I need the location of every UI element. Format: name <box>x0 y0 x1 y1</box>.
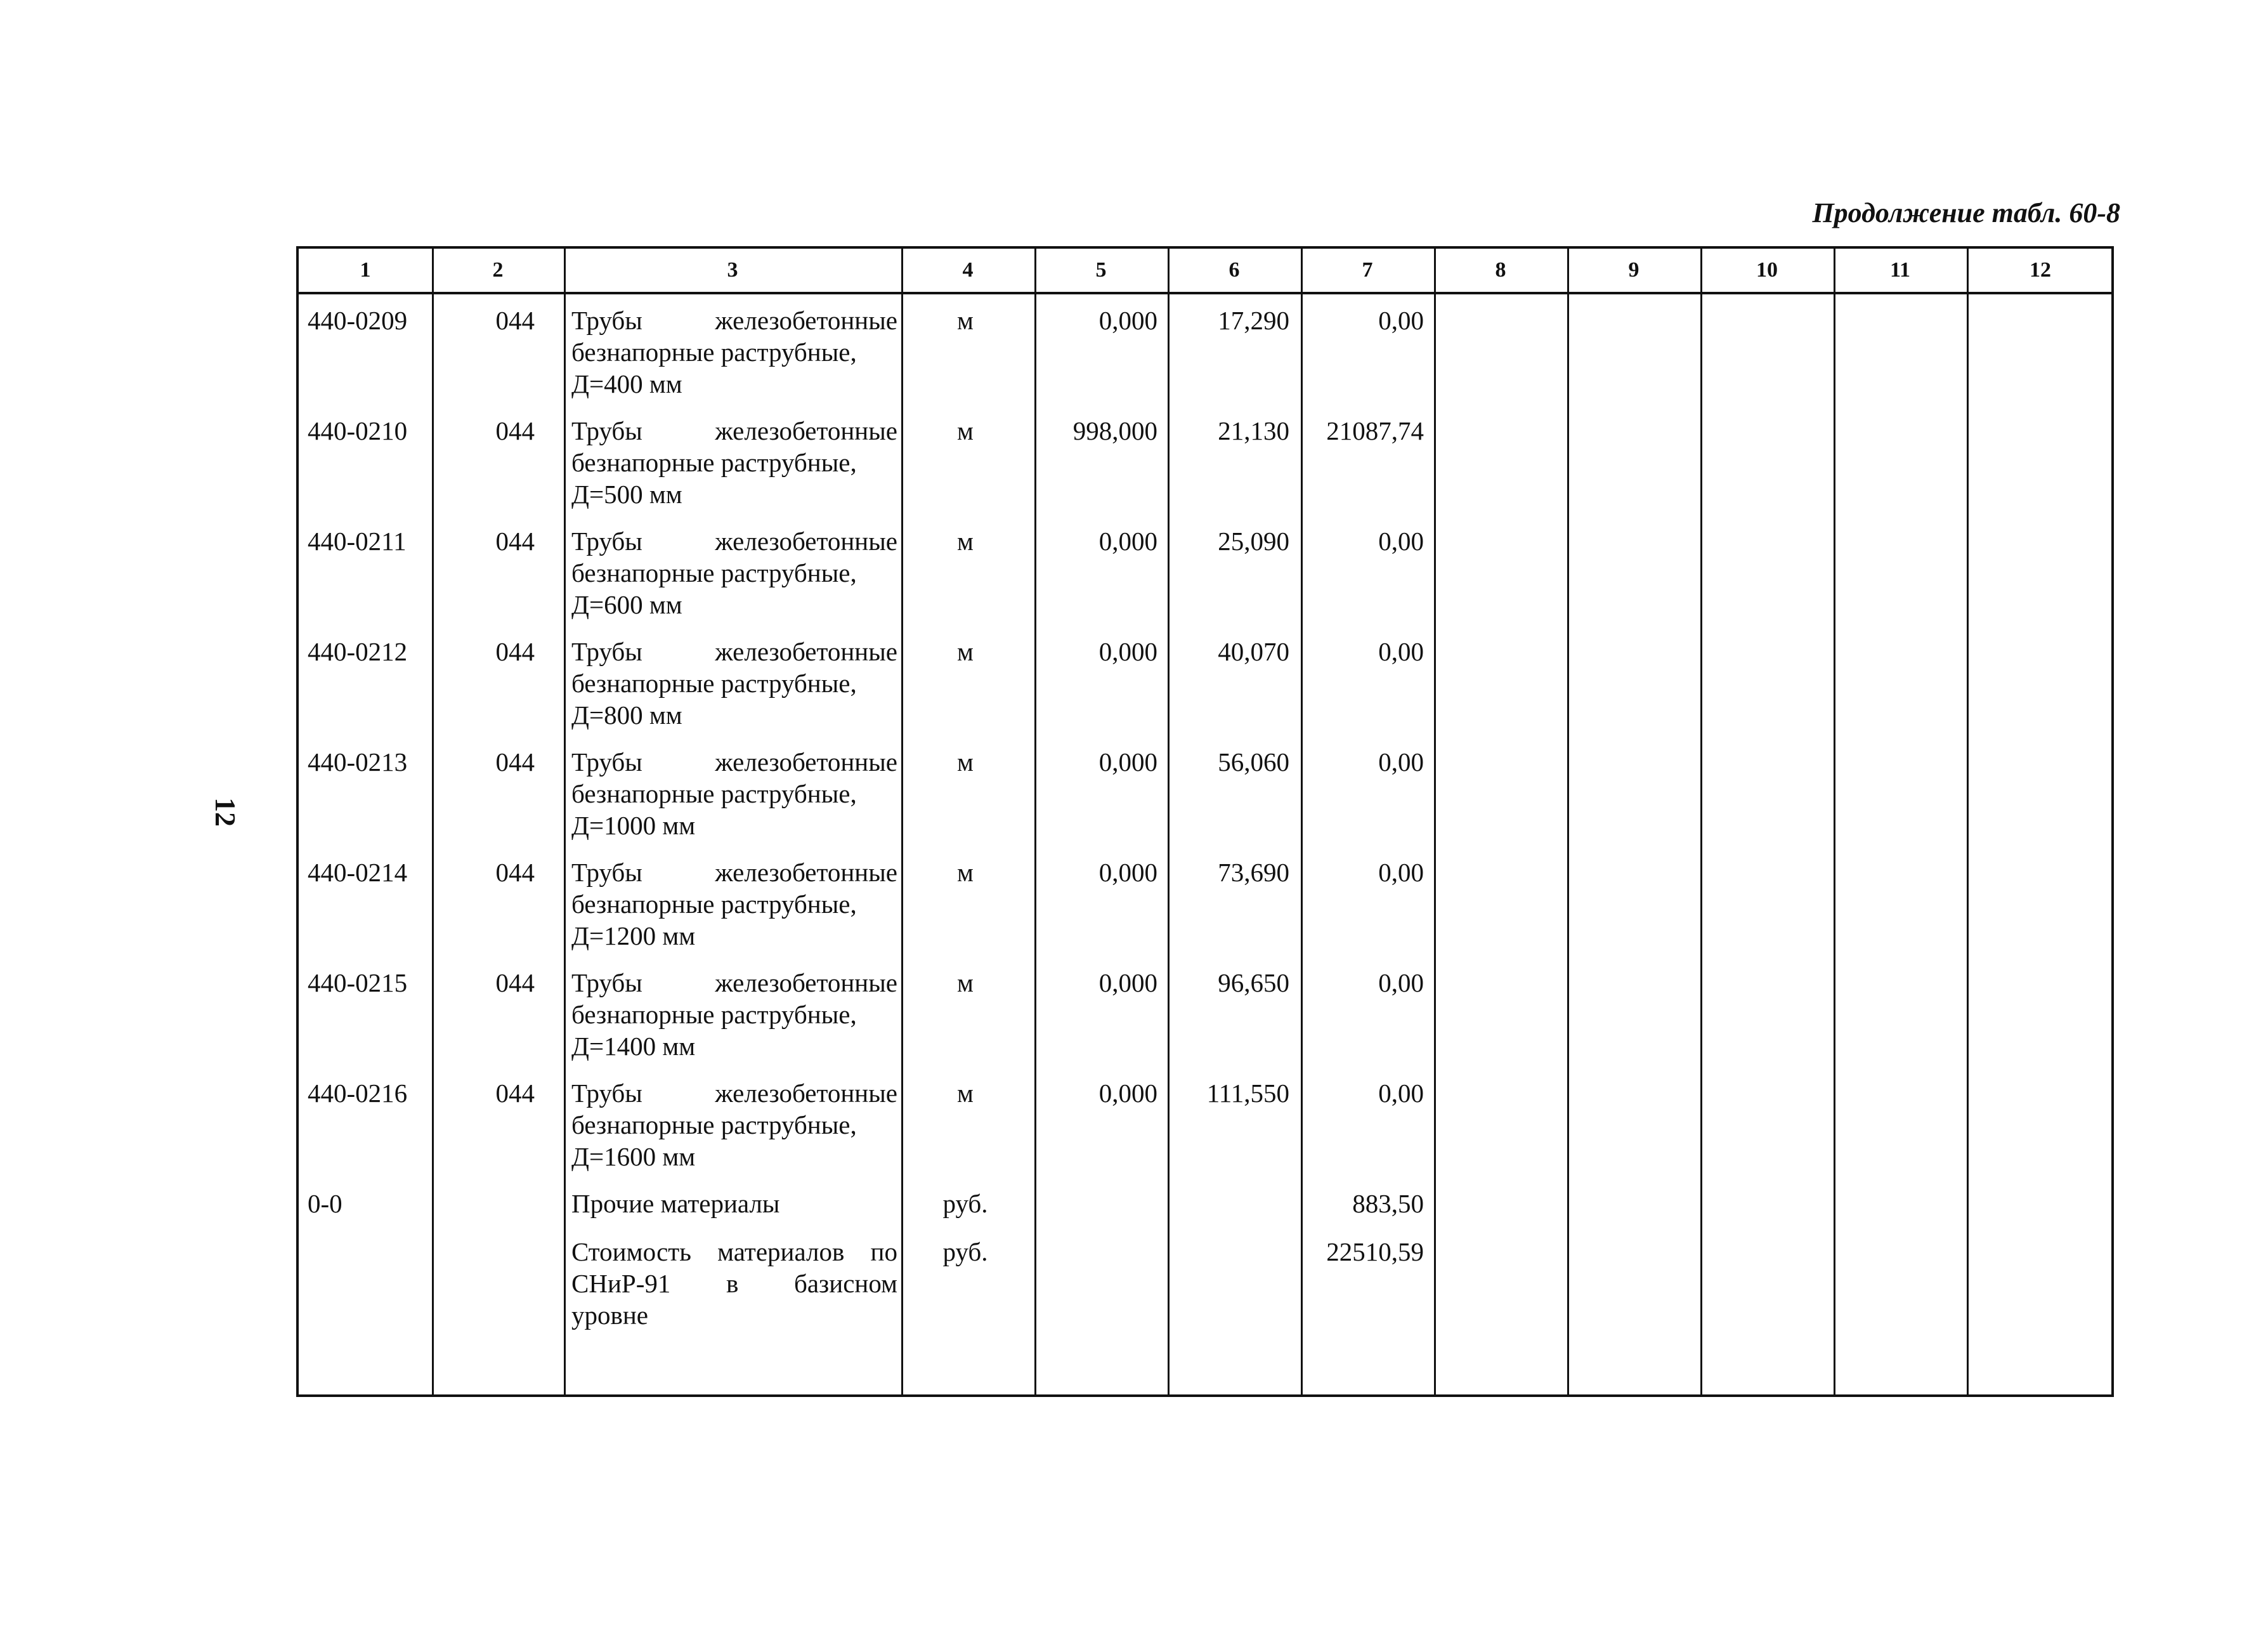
material-name-line: Стоимость материалов по <box>571 1237 897 1266</box>
unit-price: 40,070 <box>1218 637 1289 666</box>
material-name-line: Д=1400 мм <box>571 1032 696 1061</box>
material-name <box>571 415 897 510</box>
material-name-line: Трубы железобетонные <box>571 747 897 777</box>
column-header: 8 <box>1495 258 1506 282</box>
material-name <box>571 636 897 731</box>
table-row <box>299 520 2111 628</box>
unit-price: 56,060 <box>1218 747 1289 777</box>
material-name-line: Прочие материалы <box>571 1189 780 1218</box>
table-row <box>299 851 2111 959</box>
column-header: 9 <box>1628 258 1639 282</box>
material-name-line: уровне <box>571 1301 648 1330</box>
column-header: 4 <box>962 258 974 282</box>
group-code: 044 <box>495 968 535 997</box>
material-name-line: СНиР-91 в базисном <box>571 1269 897 1298</box>
column-header: 11 <box>1889 258 1911 282</box>
table-row <box>299 410 2111 518</box>
unit: руб. <box>942 1189 988 1218</box>
column-header: 5 <box>1095 258 1107 282</box>
material-name-line: Трубы железобетонные <box>571 858 897 887</box>
material-name-line: Трубы железобетонные <box>571 527 897 556</box>
group-code: 044 <box>495 637 535 666</box>
material-name-line: безнапорные раструбные, <box>571 1000 857 1029</box>
column-header: 12 <box>2030 258 2051 282</box>
material-code: 440-0211 <box>308 527 407 556</box>
total-cost: 0,00 <box>1378 306 1424 335</box>
total-cost: 0,00 <box>1378 968 1424 997</box>
unit-price: 96,650 <box>1218 968 1289 997</box>
quantity: 0,000 <box>1098 968 1157 997</box>
group-code: 044 <box>495 416 535 445</box>
header-divider <box>299 292 2111 294</box>
material-name-line: Д=800 мм <box>571 700 682 730</box>
unit-price: 17,290 <box>1218 306 1289 335</box>
material-name-line: безнапорные раструбные, <box>571 338 857 367</box>
quantity: 0,000 <box>1098 858 1157 887</box>
quantity: 0,000 <box>1098 306 1157 335</box>
page-number: 12 <box>209 797 242 827</box>
material-name-line: Трубы железобетонные <box>571 1079 897 1108</box>
total-cost: 0,00 <box>1378 527 1424 556</box>
unit: м <box>957 306 974 335</box>
material-code: 440-0216 <box>308 1079 408 1108</box>
material-code: 440-0214 <box>308 858 408 887</box>
material-name-line: безнапорные раструбные, <box>571 889 857 919</box>
materials-table <box>296 246 2114 1397</box>
material-name <box>571 967 897 1062</box>
material-name <box>571 1188 897 1219</box>
unit: м <box>957 1079 974 1108</box>
material-name <box>571 1077 897 1172</box>
column-header: 10 <box>1756 258 1778 282</box>
total-cost: 0,00 <box>1378 1079 1424 1108</box>
total-cost: 0,00 <box>1378 747 1424 777</box>
unit: м <box>957 747 974 777</box>
material-name-line: безнапорные раструбные, <box>571 669 857 698</box>
unit: м <box>957 968 974 997</box>
column-header: 6 <box>1228 258 1240 282</box>
column-header: 1 <box>360 258 371 282</box>
total-cost: 0,00 <box>1378 637 1424 666</box>
material-name <box>571 305 897 400</box>
unit-price: 73,690 <box>1218 858 1289 887</box>
column-header: 7 <box>1362 258 1373 282</box>
material-name-line: Д=1200 мм <box>571 921 696 950</box>
material-name-line: Д=1000 мм <box>571 811 696 840</box>
table-row-other-materials <box>299 1183 2111 1230</box>
material-code: 440-0209 <box>308 306 408 335</box>
group-code: 044 <box>495 1079 535 1108</box>
column-header: 3 <box>727 258 738 282</box>
table-continuation-caption: Продолжение табл. 60-8 <box>1812 197 2120 228</box>
material-name-line: безнапорные раструбные, <box>571 448 857 477</box>
material-code: 440-0210 <box>308 416 408 445</box>
total-cost: 883,50 <box>1352 1189 1424 1218</box>
material-name-line: Трубы железобетонные <box>571 637 897 666</box>
material-name-line: Трубы железобетонные <box>571 968 897 997</box>
material-name-line: Д=600 мм <box>571 590 682 619</box>
material-name-line: Д=500 мм <box>571 480 682 509</box>
quantity: 998,000 <box>1072 416 1157 445</box>
material-name <box>571 525 897 620</box>
material-name-line: Д=1600 мм <box>571 1142 696 1171</box>
total-cost: 22510,59 <box>1326 1237 1424 1266</box>
unit: м <box>957 637 974 666</box>
quantity: 0,000 <box>1098 747 1157 777</box>
unit: м <box>957 416 974 445</box>
unit: м <box>957 527 974 556</box>
total-cost: 21087,74 <box>1326 416 1424 445</box>
material-name-line: Трубы железобетонные <box>571 306 897 335</box>
material-code: 440-0213 <box>308 747 408 777</box>
material-name-line: безнапорные раструбные, <box>571 558 857 587</box>
unit: м <box>957 858 974 887</box>
table-row <box>299 1072 2111 1180</box>
summary-name <box>571 1236 897 1331</box>
material-name-line: безнапорные раструбные, <box>571 1110 857 1139</box>
group-code: 044 <box>495 306 535 335</box>
group-code: 044 <box>495 527 535 556</box>
table-row-summary <box>299 1231 2111 1339</box>
unit-price: 111,550 <box>1206 1079 1289 1108</box>
table-row <box>299 631 2111 738</box>
unit-price: 21,130 <box>1218 416 1289 445</box>
table-row <box>299 962 2111 1070</box>
quantity: 0,000 <box>1098 1079 1157 1108</box>
material-name-line: Д=400 мм <box>571 369 682 398</box>
quantity: 0,000 <box>1098 637 1157 666</box>
material-name-line: Трубы железобетонные <box>571 416 897 445</box>
total-cost: 0,00 <box>1378 858 1424 887</box>
material-name <box>571 856 897 952</box>
unit-price: 25,090 <box>1218 527 1289 556</box>
table-row <box>299 299 2111 407</box>
quantity: 0,000 <box>1098 527 1157 556</box>
unit: руб. <box>942 1237 988 1266</box>
material-name-line: безнапорные раструбные, <box>571 779 857 808</box>
column-header: 2 <box>492 258 504 282</box>
table-row <box>299 741 2111 849</box>
group-code: 044 <box>495 747 535 777</box>
material-code: 440-0212 <box>308 637 408 666</box>
material-code: 0-0 <box>308 1189 342 1218</box>
material-code: 440-0215 <box>308 968 408 997</box>
material-name <box>571 746 897 841</box>
group-code: 044 <box>495 858 535 887</box>
